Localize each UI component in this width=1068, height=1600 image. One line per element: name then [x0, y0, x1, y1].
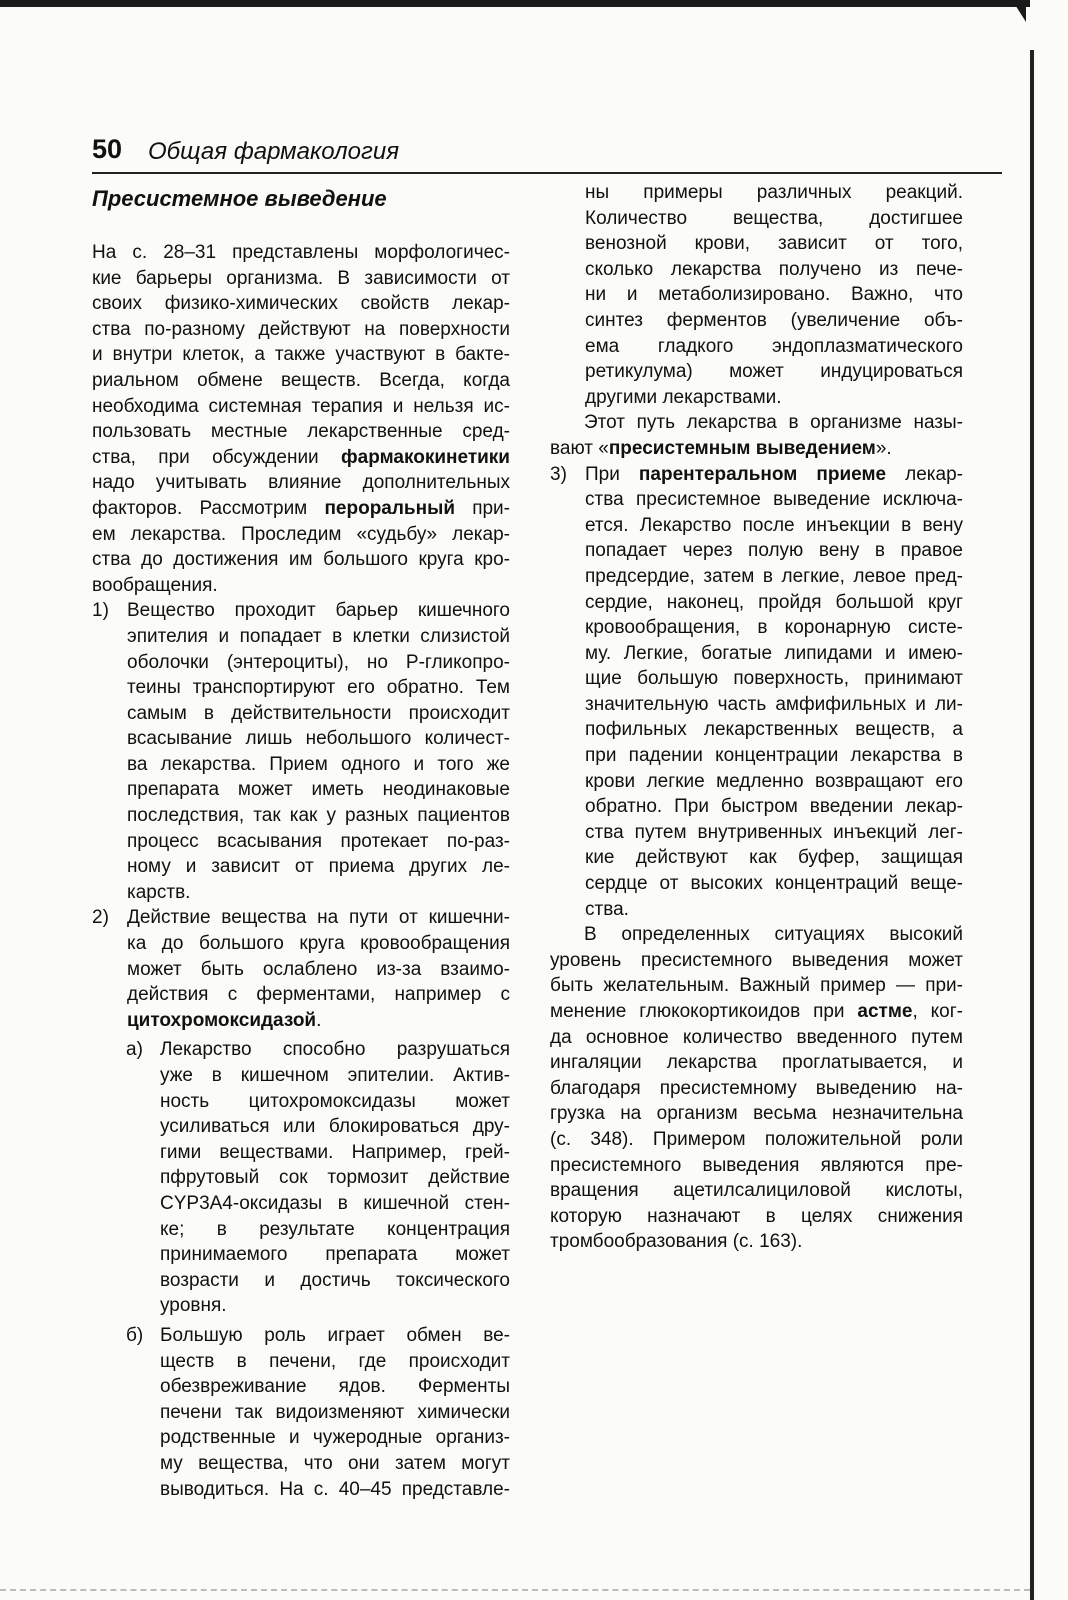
- text-line: пресистемного выведения являются пре-: [550, 1154, 963, 1176]
- text-line: Вещество проходит барьер кишечного: [127, 600, 510, 622]
- running-title: Общая фармакология: [148, 138, 400, 165]
- text-line: (с. 348). Примером положительной роли: [550, 1128, 963, 1150]
- text-line: надо учитывать влияние дополнительных: [92, 472, 510, 494]
- text-line: действия с ферментами, например с: [127, 984, 510, 1006]
- text-line: ства.: [585, 898, 629, 920]
- text-line: уровня.: [160, 1295, 227, 1317]
- list-item-2: [92, 905, 510, 1033]
- page-number: 50: [92, 134, 123, 164]
- text-line: ва лекарства. Прием одного и того же: [127, 753, 510, 775]
- text-run: При: [585, 463, 639, 485]
- text-line: Действие вещества на пути от кишечни-: [127, 907, 510, 929]
- text-line: CYP3A4-оксидазы в кишечной стен-: [160, 1192, 510, 1214]
- text-line: значительную часть амфифильных и ли-: [585, 693, 963, 715]
- text-line: печени так видоизменяют химически: [160, 1401, 510, 1423]
- text-line: самым в действительности происходит: [127, 702, 510, 724]
- text-line: грузка на организм весьма незначительна: [550, 1103, 963, 1125]
- right-column: [550, 180, 963, 1255]
- list-marker: 2): [92, 907, 109, 929]
- text-line: гими веществами. Например, грей-: [160, 1141, 510, 1163]
- final-paragraph: [550, 922, 963, 1255]
- text-line: ны примеры различных реакций.: [585, 182, 963, 203]
- text-line: препарата может иметь неодинаковые: [127, 779, 510, 801]
- text-line: Лекарство способно разрушаться: [160, 1039, 510, 1061]
- text-line: усиливаться или блокироваться дру-: [160, 1116, 510, 1138]
- continuation-paragraph: [550, 180, 963, 410]
- text-line: му. Легкие, богатые липидами и имею-: [585, 642, 963, 664]
- text-line: [550, 436, 963, 462]
- text-run: факторов. Рассмотрим: [92, 497, 325, 519]
- text-line: [92, 1008, 510, 1034]
- text-run: менение глюкокортикоидов при: [550, 1001, 858, 1022]
- scan-bottom-edge: [0, 1589, 1030, 1591]
- text-line: ем лекарства. Проследим «судьбу» лекар-: [92, 523, 510, 545]
- text-line: ке; в результате концентрация: [160, 1218, 510, 1240]
- text-run: при-: [455, 497, 510, 519]
- scan-corner-mark: [1012, 0, 1026, 22]
- bold-term: астме: [857, 1001, 913, 1022]
- text-line: благодаря пресистемному выведению на-: [550, 1077, 963, 1099]
- left-column: [92, 180, 510, 1502]
- text-line: обратно. При быстром введении лекар-: [585, 796, 963, 818]
- text-line: эпителия и попадает в клетки слизистой: [127, 625, 510, 647]
- text-line: попадает через полую вену в правое: [585, 540, 963, 562]
- text-line: ства по-разному действуют на поверхности: [92, 318, 510, 340]
- text-line: На с. 28–31 представлены морфологичес-: [92, 242, 510, 263]
- intro-paragraph: [92, 240, 510, 598]
- text-line: [92, 445, 510, 471]
- list-item-1: [92, 598, 510, 905]
- text-line: му вещества, что они затем могут: [160, 1452, 510, 1474]
- text-line: [550, 462, 963, 488]
- text-line: тромбообразования (с. 163).: [550, 1231, 803, 1253]
- text-line: необходима системная терапия и нельзя ис-: [92, 395, 510, 417]
- bold-term: пресистемным выведением: [608, 437, 876, 459]
- sub-item-b: [92, 1323, 510, 1502]
- bold-term: парентеральном приеме: [638, 463, 887, 485]
- text-run: вают «: [550, 437, 609, 459]
- bold-term: пероральный: [324, 497, 455, 519]
- text-line: щие большую поверхность, принимают: [585, 668, 963, 690]
- scan-right-border: [1030, 50, 1034, 1600]
- text-line: риальном обмене веществ. Всегда, когда: [92, 369, 510, 391]
- text-line: ства до достижения им большого круга кро-: [92, 549, 510, 571]
- text-line: сколько лекарства получено из пече-: [585, 258, 963, 280]
- text-line: родственные и чужеродные организ-: [160, 1427, 510, 1449]
- text-line: Количество вещества, достигшее: [585, 207, 963, 229]
- text-line: ществ в печени, где происходит: [160, 1350, 510, 1372]
- text-line: кровообращения, в коронарную систе-: [585, 617, 963, 639]
- text-line: Большую роль играет обмен ве-: [160, 1324, 510, 1346]
- text-line: пфрутовый сок тормозит действие: [160, 1167, 510, 1189]
- scan-top-border: [0, 0, 1030, 7]
- text-line: принимаемого препарата может: [160, 1244, 510, 1266]
- text-line: сердие, наконец, пройдя большой круг: [585, 591, 963, 613]
- bold-term: фармакокинетики: [341, 446, 510, 468]
- text-line: уровень пресистемного выведения может: [550, 949, 963, 971]
- list-marker: 3): [550, 463, 567, 485]
- text-line: которую назначают в целях снижения: [550, 1205, 963, 1227]
- text-line: может быть ослаблено из-за взаимо-: [127, 958, 510, 980]
- text-line: ства пресистемное выведение исключа-: [585, 489, 963, 511]
- list-marker: б): [126, 1324, 144, 1346]
- text-line: уже в кишечном эпителии. Актив-: [160, 1065, 510, 1086]
- text-line: процесс всасывания протекает по-раз-: [127, 830, 510, 852]
- text-line: другими лекарствами.: [585, 386, 782, 408]
- text-line: да основное количество введенного путем: [550, 1026, 963, 1048]
- text-run: лекар-: [886, 463, 963, 485]
- text-run: , ког-: [912, 1001, 963, 1022]
- text-line: ема гладкого эндоплазматического: [585, 335, 963, 357]
- text-run: .: [316, 1009, 322, 1031]
- text-line: при падении концентрации лекарства в: [585, 745, 963, 767]
- page-header: [92, 132, 1002, 174]
- list-marker: 1): [92, 600, 109, 622]
- text-line: предсердие, затем в легкие, левое пред-: [585, 565, 963, 587]
- text-line: ному и зависит от приема других ле-: [127, 856, 510, 878]
- text-line: вращения ацетилсалициловой кислоты,: [550, 1180, 963, 1202]
- text-line: кие барьеры организма. В зависимости от: [92, 267, 510, 289]
- section-title: Пресистемное выведение: [92, 186, 387, 211]
- text-line: ется. Лекарство после инъекции в вену: [585, 514, 963, 536]
- text-line: и внутри клеток, а также участвуют в бакте-: [92, 344, 510, 366]
- text-line: синтез ферментов (увеличение объ-: [585, 309, 963, 331]
- text-line: кие действуют как буфер, защищая: [585, 847, 963, 869]
- text-line: ства путем внутривенных инъекций лег-: [585, 821, 963, 843]
- text-line: своих физико-химических свойств лекар-: [92, 293, 510, 315]
- list-marker: а): [126, 1039, 143, 1061]
- text-line: сердце от высоких концентраций веще-: [585, 873, 963, 895]
- text-line: венозной крови, зависит от того,: [585, 233, 963, 255]
- text-run: ства, при обсуждении: [92, 446, 342, 468]
- text-line: вообращения.: [92, 574, 218, 596]
- text-run: ».: [875, 437, 892, 459]
- text-line: теины транспортируют его обратно. Тем: [127, 677, 510, 699]
- list-item-3: [550, 462, 963, 923]
- text-line: ретикулума) может индуцироваться: [585, 361, 963, 383]
- path-paragraph: [550, 410, 963, 461]
- text-line: ингаляции лекарства проглатывается, и: [550, 1052, 963, 1074]
- bold-term: цитохромоксидазой: [127, 1009, 317, 1031]
- text-line: ность цитохромоксидазы может: [160, 1090, 510, 1112]
- text-line: обезвреживание ядов. Ферменты: [160, 1376, 510, 1398]
- text-line: быть желательным. Важный пример — при-: [550, 975, 963, 997]
- sub-item-a: [92, 1037, 510, 1319]
- text-line: [92, 496, 510, 522]
- text-line: крови легкие медленно возвращают его: [585, 770, 963, 792]
- text-line: пофильных лекарственных веществ, а: [585, 719, 963, 741]
- text-line: возрасти и достичь токсического: [160, 1269, 510, 1291]
- text-line: выводиться. На с. 40–45 представле-: [160, 1478, 510, 1500]
- text-line: карств.: [127, 881, 191, 903]
- text-line: ка до большого круга кровообращения: [127, 933, 510, 955]
- text-line: пользовать местные лекарственные сред-: [92, 421, 510, 443]
- text-line: всасывание лишь небольшого количест-: [127, 728, 510, 750]
- text-line: В определенных ситуациях высокий: [584, 924, 963, 946]
- text-line: последствия, так как у разных пациентов: [127, 805, 510, 827]
- text-line: [550, 999, 963, 1025]
- text-line: оболочки (энтероциты), но Р-гликопро-: [127, 651, 510, 673]
- text-line: Этот путь лекарства в организме назы-: [584, 412, 963, 434]
- text-line: ни и метаболизировано. Важно, что: [585, 284, 963, 306]
